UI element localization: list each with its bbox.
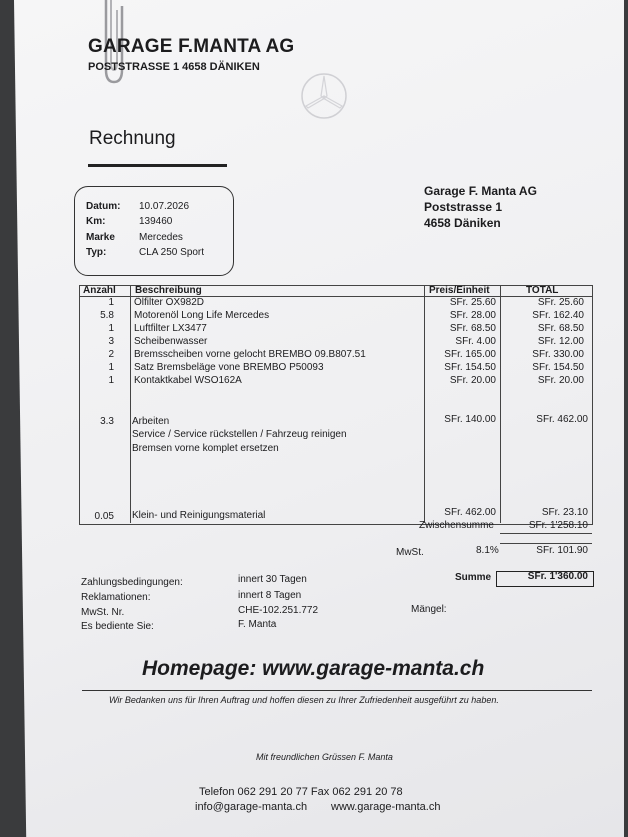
defects-label: Mängel: [411,604,447,615]
row-total: SFr. 20.00 [537,375,584,386]
terms-value-complaints: innert 8 Tagen [238,590,302,601]
row-desc: Scheibenwasser [134,336,208,347]
row-desc: Bremsscheiben vorne gelocht BREMBO 09.B807.51 [134,349,366,360]
info-value-make: Mercedes [139,232,183,243]
summary-rule [500,533,592,534]
row-price: SFr. 4.00 [455,336,496,347]
homepage-rule [82,690,592,691]
row-qty: 1 [108,323,114,334]
row-total: SFr. 12.00 [537,336,584,347]
star-emblem-watermark [298,70,350,122]
vat-label: MwSt. [396,547,424,558]
row-price: SFr. 154.50 [444,362,496,373]
row-total: SFr. 154.50 [532,362,584,373]
terms-label-served-by: Es bediente Sie: [81,621,154,632]
row-desc: Satz Bremsbeläge vone BREMBO P50093 [134,362,324,373]
vehicle-info-box [74,186,234,276]
items-table [79,285,593,525]
material-price: SFr. 462.00 [444,507,496,518]
row-price: SFr. 68.50 [449,323,496,334]
row-desc: Kontaktkabel WSO162A [134,375,242,386]
work-desc: Arbeiten [132,416,170,427]
column-header-total: TOTAL [526,285,559,296]
total-value: SFr. 1'360.00 [527,571,588,582]
row-qty: 1 [108,375,114,386]
contact-phone: Telefon 062 291 20 77 Fax 062 291 20 78 [199,786,403,798]
material-total: SFr. 23.10 [541,507,588,518]
subtotal-label: Zwischensumme [418,520,494,531]
row-qty: 3 [108,336,114,347]
row-total: SFr. 25.60 [537,297,584,308]
recipient-address [424,183,537,231]
terms-label-payment: Zahlungsbedingungen: [81,577,183,588]
material-qty: 0.05 [94,511,114,522]
row-qty: 1 [108,297,114,308]
info-label-make: Marke [86,232,115,243]
column-header-desc: Beschreibung [135,285,202,296]
material-desc: Klein- und Reinigungsmaterial [132,510,266,521]
work-desc-line-2: Service / Service rückstellen / Fahrzeug reinigen [132,429,347,440]
work-total: SFr. 462.00 [536,414,588,425]
row-desc: Motorenöl Long Life Mercedes [134,310,270,321]
row-price: SFr. 165.00 [444,349,496,360]
title-underline [88,164,227,167]
column-header-price: Preis/Einheit [429,285,490,296]
vat-rate: 8.1% [476,545,499,556]
vat-value: SFr. 101.90 [536,545,588,556]
terms-value-payment: innert 30 Tagen [238,574,307,585]
terms-value-vat-no: CHE-102.251.772 [238,605,319,616]
table-divider [500,285,501,523]
terms-label-vat-no: MwSt. Nr. [81,607,125,618]
row-qty: 2 [108,349,114,360]
document-title: Rechnung [89,128,176,149]
row-qty: 1 [108,362,114,373]
row-desc: Luftfilter LX3477 [134,323,207,334]
recipient-line-2: Poststrasse 1 [424,200,503,214]
recipient-line-3: 4658 Däniken [424,216,501,230]
subtotal-value: SFr. 1'258.10 [528,520,588,531]
row-qty: 5.8 [100,310,114,321]
homepage-banner: Homepage: www.garage-manta.ch [142,657,485,680]
contact-email[interactable]: info@garage-manta.ch [195,801,308,813]
total-label: Summe [455,572,492,583]
info-label-type: Typ: [86,247,107,258]
contact-website[interactable]: www.garage-manta.ch [331,801,441,813]
info-value-km: 139460 [139,216,173,227]
company-name: GARAGE F.MANTA AG [88,36,295,57]
row-price: SFr. 20.00 [449,375,496,386]
table-divider [130,285,131,523]
summary-rule [500,543,592,544]
info-label-km: Km: [86,216,106,227]
table-divider [424,285,425,523]
terms-label-complaints: Reklamationen: [81,592,151,603]
row-price: SFr. 28.00 [449,310,496,321]
terms-value-served-by: F. Manta [238,619,277,630]
work-qty: 3.3 [100,416,114,427]
row-total: SFr. 68.50 [537,323,584,334]
work-desc-line-3: Bremsen vorne komplet ersetzen [132,443,279,454]
column-header-qty: Anzahl [83,285,116,296]
recipient-line-1: Garage F. Manta AG [424,184,537,198]
row-total: SFr. 330.00 [532,349,584,360]
info-value-date: 10.07.2026 [139,201,190,212]
company-address: POSTSTRASSE 1 4658 DÄNIKEN [88,61,260,73]
closing-greeting: Mit freundlichen Grüssen F. Manta [256,752,393,762]
info-value-type: CLA 250 Sport [139,247,205,258]
work-price: SFr. 140.00 [444,414,496,425]
info-label-date: Datum: [86,201,121,212]
thank-you-note: Wir Bedanken uns für Ihren Auftrag und hoffen diesen zu Ihrer Zufriedenheit ausgeführt zu haben. [109,695,499,705]
row-price: SFr. 25.60 [449,297,496,308]
row-desc: Ölfilter OX982D [134,297,205,308]
row-total: SFr. 162.40 [532,310,584,321]
